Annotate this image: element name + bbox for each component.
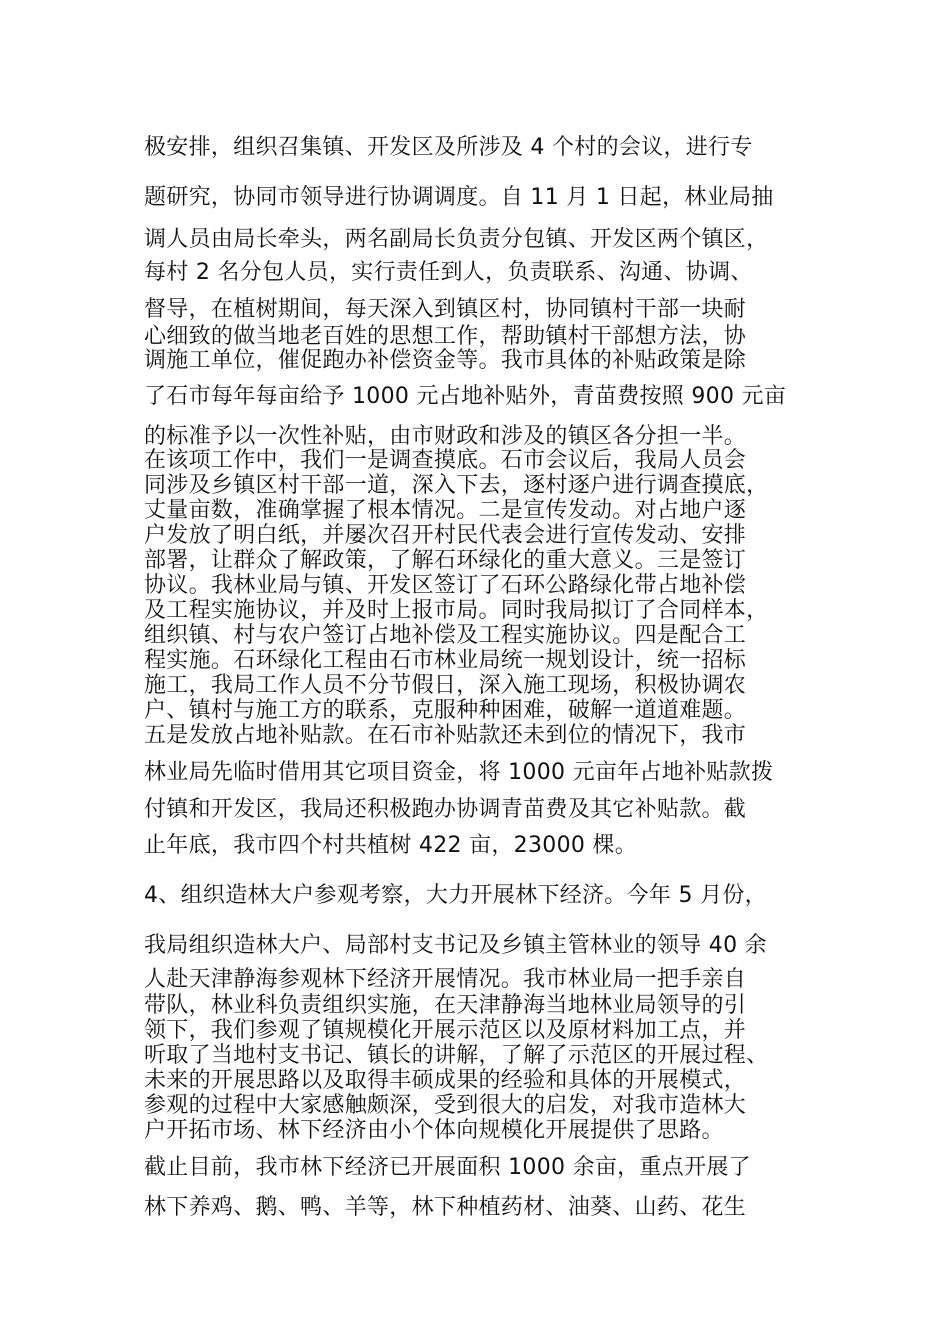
text-line: 人赴天津静海参观林下经济开展情况。我市林业局一把手亲自: [144, 967, 747, 992]
text-line: 领下，我们参观了镇规模化开展示范区以及原材料加工点，并: [144, 1018, 747, 1043]
text-line: 止年底，我市四个村共植树 422 亩，23000 棵。: [144, 833, 638, 858]
text-line: 五是发放占地补贴款。在石市补贴款还未到位的情况下，我市: [144, 723, 747, 748]
text-line: 林业局先临时借用其它项目资金，将 1000 元亩年占地补贴款拨: [144, 760, 774, 785]
text-line: 题研究，协同市领导进行协调调度。自 11 月 1 日起，林业局抽: [144, 185, 774, 210]
text-line: 丈量亩数，准确掌握了根本情况。二是宣传发动。对占地户逐: [144, 498, 747, 523]
text-line: 及工程实施协议，并及时上报市局。同时我局拟订了合同样本，: [144, 598, 769, 623]
text-line: 督导，在植树期间，每天深入到镇区村，协同镇村干部一块耐: [144, 297, 747, 322]
text-line: 极安排，组织召集镇、开发区及所涉及 4 个村的会议，进行专: [144, 135, 753, 160]
text-line: 截止目前，我市林下经济已开展面积 1000 余亩，重点开展了: [144, 1155, 751, 1180]
text-line: 在该项工作中，我们一是调查摸底。石市会议后，我局人员会: [144, 448, 747, 473]
text-line: 调施工单位，催促跑办补偿资金等。我市具体的补贴政策是除: [144, 348, 747, 373]
text-line: 带队，林业科负责组织实施，在天津静海当地林业局领导的引: [144, 993, 747, 1018]
text-line: 听取了当地村支书记、镇长的讲解，了解了示范区的开展过程、: [144, 1043, 769, 1068]
text-line: 调人员由局长牵头，两名副局长负责分包镇、开发区两个镇区，: [144, 227, 769, 252]
text-line: 户、镇村与施工方的联系，克服种种困难，破解一道道难题。: [144, 698, 747, 723]
text-line: 付镇和开发区，我局还积极跑办协调青苗费及其它补贴款。截: [144, 797, 747, 822]
text-line: 未来的开展思路以及取得丰硕成果的经验和具体的开展模式，: [144, 1068, 747, 1093]
text-line: 户发放了明白纸，并屡次召开村民代表会进行宣传发动、安排: [144, 523, 747, 548]
text-line: 同涉及乡镇区村干部一道，深入下去，逐村逐户进行调查摸底，: [144, 473, 769, 498]
text-line: 施工，我局工作人员不分节假日，深入施工现场，积极协调农: [144, 673, 747, 698]
text-line: 4、组织造林大户参观考察，大力开展林下经济。今年 5 月份，: [144, 883, 767, 908]
text-line: 组织镇、村与农户签订占地补偿及工程实施协议。四是配合工: [144, 623, 747, 648]
text-line: 了石市每年每亩给予 1000 元占地补贴外，青苗费按照 900 元亩: [144, 384, 787, 409]
text-line: 参观的过程中大家感触颇深，受到很大的启发，对我市造林大: [144, 1093, 747, 1118]
text-line: 我局组织造林大户、局部村支书记及乡镇主管林业的领导 40 余: [144, 933, 767, 958]
text-line: 协议。我林业局与镇、开发区签订了石环公路绿化带占地补偿: [144, 573, 747, 598]
text-line: 林下养鸡、鹅、鸭、羊等，林下种植药材、油葵、山药、花生: [144, 1195, 747, 1220]
text-line: 程实施。石环绿化工程由石市林业局统一规划设计，统一招标: [144, 648, 747, 673]
text-line: 每村 2 名分包人员，实行责任到人，负责联系、沟通、协调、: [144, 260, 753, 285]
text-line: 部署，让群众了解政策，了解石环绿化的重大意义。三是签订: [144, 548, 747, 573]
text-line: 心细致的做当地老百姓的思想工作，帮助镇村干部想方法，协: [144, 324, 747, 349]
text-line: 户开拓市场、林下经济由小个体向规模化开展提供了思路。: [144, 1118, 724, 1143]
text-line: 的标准予以一次性补贴，由市财政和涉及的镇区各分担一半。: [144, 424, 747, 449]
